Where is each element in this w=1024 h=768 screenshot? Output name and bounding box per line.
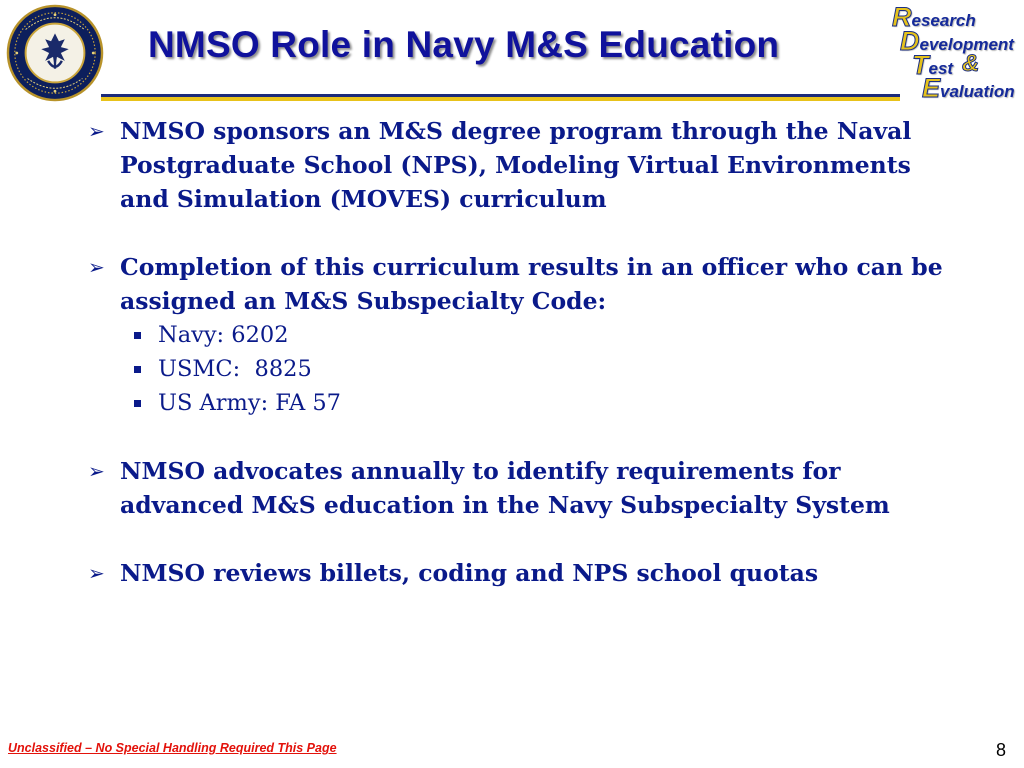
title-divider — [101, 94, 900, 101]
rdte-word: evelopment — [919, 35, 1014, 54]
bullet-item — [86, 556, 956, 590]
rdte-letter: T — [912, 50, 929, 80]
bullet-item — [86, 454, 956, 522]
bullet-item — [86, 114, 956, 216]
rdte-word: est — [928, 59, 954, 78]
square-bullet-icon — [134, 400, 141, 407]
rdte-letter: E — [922, 73, 941, 103]
bullet-text: NMSO sponsors an M&S degree program through the Naval Postgraduate School (NPS), Modeling Virtual Environments and Simulation (MOVES) curriculum — [120, 117, 912, 213]
bullet-item — [86, 250, 956, 318]
arrow-bullet-icon: ➢ — [88, 255, 105, 279]
bullet-text: Completion of this curriculum results in an officer who can be assigned an M&S Subspecialty Code: — [120, 253, 943, 315]
rdte-logo — [870, 2, 1022, 103]
rdte-line — [922, 75, 1015, 102]
arrow-bullet-icon: ➢ — [88, 561, 105, 585]
arrow-bullet-icon: ➢ — [88, 459, 105, 483]
rdte-letter: R — [892, 2, 912, 32]
arrow-bullet-icon: ➢ — [88, 119, 105, 143]
classification-footer: Unclassified – No Special Handling Required This Page — [8, 741, 337, 755]
sub-item-text: US Army: FA 57 — [158, 390, 341, 416]
rdte-word: esearch — [911, 11, 976, 30]
sub-list — [86, 318, 956, 420]
navy-seal-icon — [6, 4, 104, 102]
sub-item — [86, 318, 956, 352]
rdte-word: valuation — [940, 82, 1015, 101]
sub-item-text: Navy: 6202 — [158, 322, 289, 348]
sub-item-text: USMC: 8825 — [158, 356, 312, 382]
rdte-letter: D — [900, 26, 920, 56]
square-bullet-icon — [134, 366, 141, 373]
bullet-text: NMSO reviews billets, coding and NPS school quotas — [120, 559, 819, 587]
content-area — [86, 114, 956, 590]
page-title: NMSO Role in Navy M&S Education — [148, 24, 780, 65]
sub-item — [86, 386, 956, 420]
square-bullet-icon — [134, 332, 141, 339]
sub-item — [86, 352, 956, 386]
bullet-text: NMSO advocates annually to identify requirements for advanced M&S education in the Navy Subspecialty System — [120, 457, 890, 519]
page-number: 8 — [996, 740, 1007, 760]
rdte-ampersand: & — [962, 50, 980, 77]
